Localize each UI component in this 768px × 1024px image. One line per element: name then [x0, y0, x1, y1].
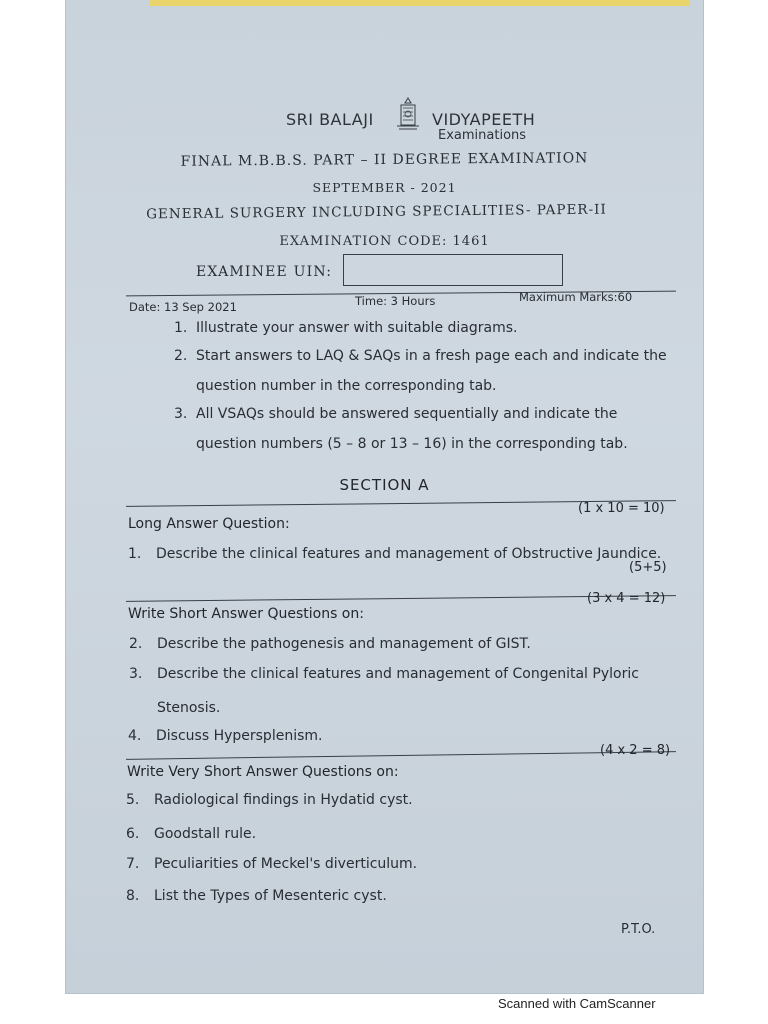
instruction-number: 3. [174, 406, 188, 422]
question-item [129, 636, 531, 652]
instruction-item [174, 346, 667, 366]
long-answer-marks: (1 x 10 = 10) [578, 501, 665, 516]
brand-name-right: VIDYAPEETH [432, 110, 536, 129]
brand-subtitle: Examinations [438, 128, 527, 143]
question-text: Goodstall rule. [154, 826, 257, 842]
exam-title: FINAL M.B.B.S. PART – II DEGREE EXAMINATION [180, 150, 589, 170]
question-text: Peculiarities of Meckel's diverticulum. [154, 856, 418, 872]
question-text: List the Types of Mesenteric cyst. [154, 888, 387, 904]
question-number: 4. [128, 728, 142, 744]
university-header [286, 108, 546, 148]
question-item [128, 546, 661, 562]
instruction-number: 1. [174, 320, 188, 336]
instruction-text: Start answers to LAQ & SAQs in a fresh page each and indicate the [196, 348, 667, 364]
question-text: Describe the pathogenesis and management of GIST. [157, 636, 531, 652]
question-item [126, 792, 413, 808]
exam-code: EXAMINATION CODE: 1461 [279, 234, 490, 249]
section-divider [126, 751, 676, 760]
question-number: 6. [126, 826, 140, 842]
exam-subject: GENERAL SURGERY INCLUDING SPECIALITIES- PAPER-II [146, 201, 607, 223]
exam-session: SEPTEMBER - 2021 [312, 180, 457, 195]
question-text: Describe the clinical features and management of Obstructive Jaundice. [156, 546, 662, 562]
instruction-continuation: question number in the corresponding tab. [196, 378, 497, 394]
university-emblem-icon [394, 96, 422, 132]
instruction-continuation: question numbers (5 – 8 or 13 – 16) in the corresponding tab. [196, 436, 628, 452]
question-number: 7. [126, 856, 140, 872]
question-continuation: Stenosis. [157, 700, 221, 716]
examinee-uin-label: EXAMINEE UIN: [196, 264, 333, 280]
question-number: 8. [126, 888, 140, 904]
question-number: 1. [128, 546, 142, 562]
question-item [129, 666, 639, 682]
question-item [126, 888, 387, 904]
instruction-text: Illustrate your answer with suitable diagrams. [196, 320, 518, 336]
question-text: Describe the clinical features and management of Congenital Pyloric [157, 666, 639, 682]
question-sub-marks: (5+5) [629, 560, 667, 575]
exam-duration: Time: 3 Hours [355, 294, 436, 308]
brand-name-left: SRI BALAJI [286, 110, 374, 129]
short-answer-marks: (3 x 4 = 12) [587, 591, 666, 606]
question-number: 5. [126, 792, 140, 808]
very-short-answer-marks: (4 x 2 = 8) [600, 743, 671, 758]
maximum-marks: Maximum Marks:60 [519, 290, 633, 304]
scanner-watermark: Scanned with CamScanner [498, 996, 656, 1011]
exam-paper [66, 0, 703, 993]
instruction-text: All VSAQs should be answered sequentially and indicate the [196, 406, 618, 422]
question-item [126, 856, 417, 872]
question-item [126, 826, 256, 842]
instruction-item [174, 318, 517, 338]
short-answer-heading: Write Short Answer Questions on: [128, 606, 364, 622]
question-text: Radiological findings in Hydatid cyst. [154, 792, 413, 808]
please-turn-over-note: P.T.O. [621, 922, 656, 937]
question-number: 3. [129, 666, 143, 682]
instruction-number: 2. [174, 348, 188, 364]
question-item [128, 728, 322, 744]
long-answer-heading: Long Answer Question: [128, 516, 290, 532]
question-text: Discuss Hypersplenism. [156, 728, 323, 744]
examinee-uin-box [343, 254, 563, 286]
very-short-answer-heading: Write Very Short Answer Questions on: [127, 764, 399, 780]
section-title: SECTION A [339, 476, 430, 494]
exam-date: Date: 13 Sep 2021 [129, 300, 237, 314]
instruction-item [174, 404, 617, 424]
question-number: 2. [129, 636, 143, 652]
